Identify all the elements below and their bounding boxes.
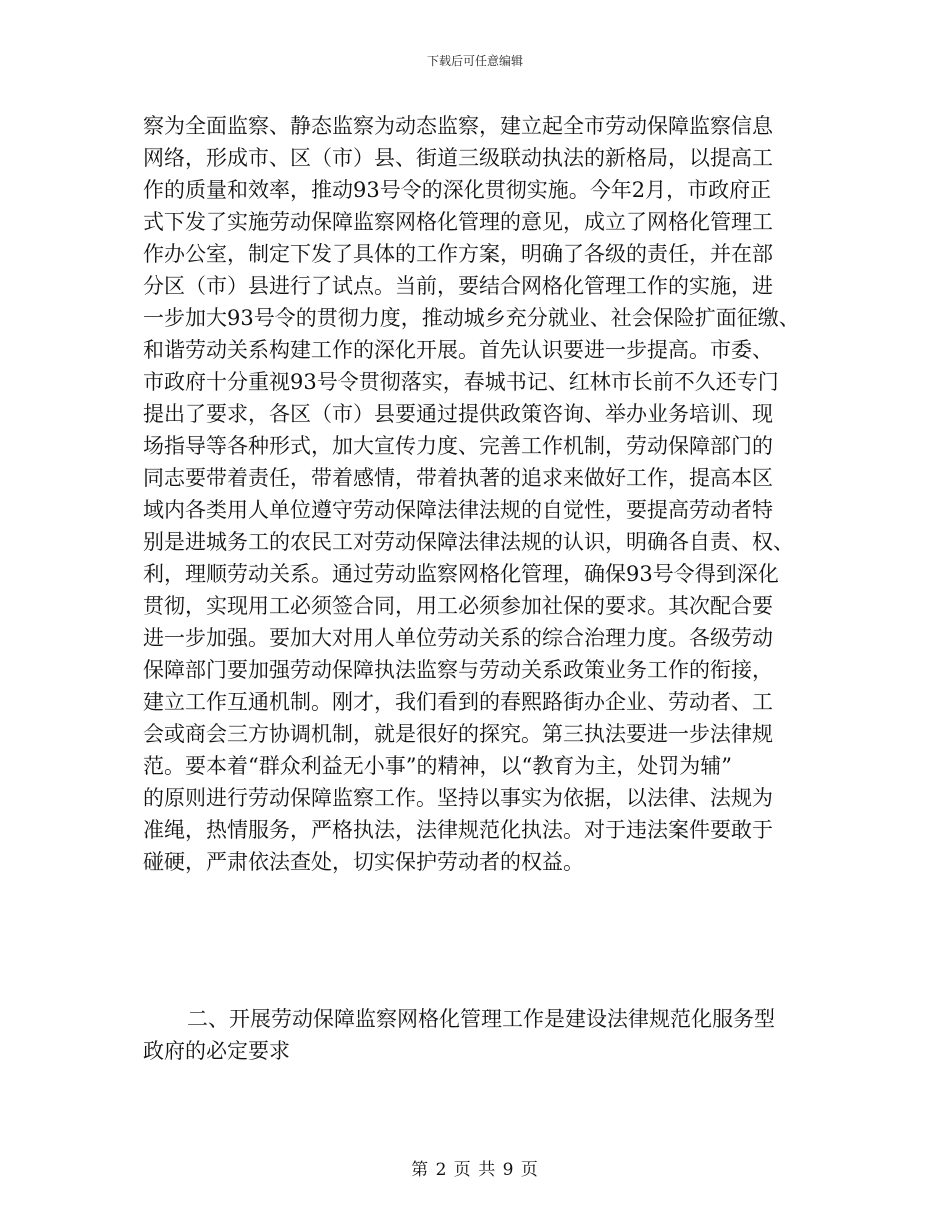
paragraph-line: 分区（市）县进行了试点。当前，要结合网格化管理工作的实施，进 xyxy=(143,274,773,298)
paragraph-line: 碰硬，严肃依法查处，切实保护劳动者的权益。 xyxy=(143,850,584,874)
section-heading-line: 二、开展劳动保障监察网格化管理工作是建设法律规范化服务型 xyxy=(187,1007,775,1031)
section-heading-line: 政府的必定要求 xyxy=(143,1039,290,1063)
paragraph-line: 别是进城务工的农民工对劳动保障法律法规的认识，明确各自责、权、 xyxy=(143,530,794,554)
paragraph-line: 和谐劳动关系构建工作的深化开展。首先认识要进一步提高。市委、 xyxy=(143,338,773,362)
paragraph-line: 准绳，热情服务，严格执法，法律规范化执法。对于违法案件要敢于 xyxy=(143,818,773,842)
paragraph-line: 场指导等各种形式，加大宣传力度、完善工作机制，劳动保障部门的 xyxy=(143,434,773,458)
paragraph-line: 式下发了实施劳动保障监察网格化管理的意见，成立了网格化管理工 xyxy=(143,210,773,234)
paragraph-line: 一步加大93号令的贯彻力度，推动城乡充分就业、社会保险扩面征缴、 xyxy=(143,306,800,330)
paragraph-line: 的原则进行劳动保障监察工作。坚持以事实为依据，以法律、法规为 xyxy=(143,786,773,810)
paragraph-line: 市政府十分重视93号令贯彻落实，春城书记、红林市长前不久还专门 xyxy=(143,370,779,394)
page-header-note: 下载后可任意编辑 xyxy=(426,54,523,68)
paragraph-line: 提出了要求，各区（市）县要通过提供政策咨询、举办业务培训、现 xyxy=(143,402,773,426)
paragraph-line: 建立工作互通机制。刚才，我们看到的春熙路街办企业、劳动者、工 xyxy=(143,690,773,714)
paragraph-line: 作办公室，制定下发了具体的工作方案，明确了各级的责任，并在部 xyxy=(143,242,773,266)
paragraph-line: 进一步加强。要加大对用人单位劳动关系的综合治理力度。各级劳动 xyxy=(143,626,773,650)
paragraph-line: 网络，形成市、区（市）县、街道三级联动执法的新格局，以提高工 xyxy=(143,146,773,170)
page-number: 第 2 页 共 9 页 xyxy=(411,1160,539,1180)
body-paragraph xyxy=(143,110,808,878)
paragraph-line: 范。要本着“群众利益无小事”的精神，以“教育为主，处罚为辅” xyxy=(143,754,732,778)
paragraph-line: 察为全面监察、静态监察为动态监察，建立起全市劳动保障监察信息 xyxy=(143,114,773,138)
section-heading xyxy=(143,1003,808,1067)
paragraph-line: 保障部门要加强劳动保障执法监察与劳动关系政策业务工作的衔接， xyxy=(143,658,773,682)
paragraph-line: 会或商会三方协调机制，就是很好的探究。第三执法要进一步法律规 xyxy=(143,722,773,746)
paragraph-line: 贯彻，实现用工必须签合同，用工必须参加社保的要求。其次配合要 xyxy=(143,594,773,618)
paragraph-line: 作的质量和效率，推动93号令的深化贯彻实施。今年2月，市政府正 xyxy=(143,178,772,202)
paragraph-line: 利，理顺劳动关系。通过劳动监察网格化管理，确保93号令得到深化 xyxy=(143,562,779,586)
paragraph-line: 域内各类用人单位遵守劳动保障法律法规的自觉性，要提高劳动者特 xyxy=(143,498,773,522)
paragraph-line: 同志要带着责任，带着感情，带着执著的追求来做好工作，提高本区 xyxy=(143,466,773,490)
